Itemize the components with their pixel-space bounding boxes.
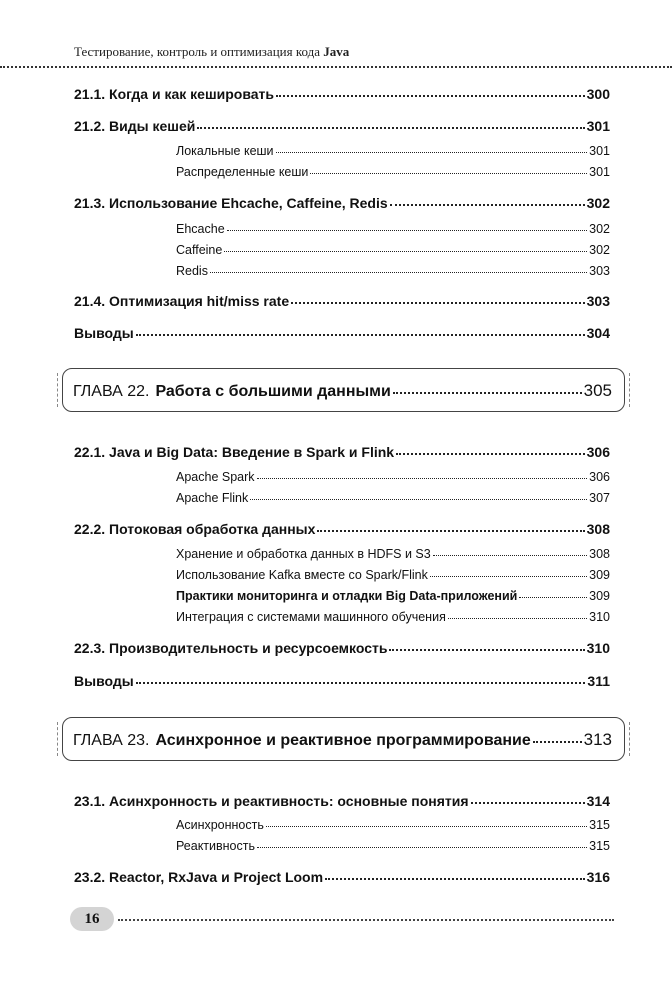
toc-section-23-1[interactable]: [74, 793, 610, 809]
toc-entry-title: Локальные кеши: [176, 144, 274, 158]
leader-dots: [471, 802, 585, 804]
toc-entry-page: 304: [586, 325, 610, 341]
toc-entry-page: 301: [586, 118, 610, 134]
leader-dots: [197, 127, 584, 129]
toc-entry-page: 306: [589, 470, 610, 484]
leader-dots: [210, 272, 587, 273]
toc-entry-page: 307: [589, 491, 610, 505]
chapter-page: 305: [583, 381, 612, 400]
toc-subsection[interactable]: [176, 818, 610, 832]
toc-entry-page: 308: [586, 521, 610, 537]
toc-entry-page: 311: [587, 673, 610, 689]
leader-dots: [257, 478, 588, 479]
toc-entry-page: 315: [589, 839, 610, 853]
toc-entry-title: 22.2. Потоковая обработка данных: [74, 521, 316, 537]
toc-subsection[interactable]: [176, 222, 610, 236]
toc-entry-title: Интеграция с системами машинного обучения: [176, 610, 446, 624]
leader-dots: [533, 741, 582, 743]
page-number-badge: 16: [70, 907, 114, 931]
leader-dots: [136, 334, 585, 336]
toc-entry-title: 23.1. Асинхронность и реактивность: основные понятия: [74, 793, 469, 809]
chapter-page: 313: [583, 730, 612, 749]
chapter-23-box[interactable]: [62, 717, 625, 761]
toc-subsection[interactable]: [176, 547, 610, 561]
leader-dots: [276, 95, 585, 97]
toc-section-22-2[interactable]: [74, 521, 610, 537]
toc-subsection[interactable]: [176, 165, 610, 179]
toc-section-21-4[interactable]: [74, 293, 610, 309]
leader-dots: [266, 826, 587, 827]
chapter-22-heading: [73, 381, 612, 401]
header-divider: [0, 66, 672, 68]
toc-entry-title: Caffeine: [176, 243, 223, 257]
toc-entry-title: 21.3. Использование Ehcache, Caffeine, Redis: [74, 195, 388, 211]
toc-entry-title: Apache Flink: [176, 491, 249, 505]
toc-entry-page: 310: [586, 640, 610, 656]
toc-entry-page: 302: [586, 195, 610, 211]
toc-subsection[interactable]: [176, 243, 610, 257]
toc-section-23-2[interactable]: [74, 869, 610, 885]
toc-entry-title: 21.2. Виды кешей: [74, 118, 196, 134]
toc-entry-page: 306: [586, 444, 610, 460]
leader-dots: [224, 251, 587, 252]
toc-subsection[interactable]: [176, 589, 610, 603]
toc-section-21-2[interactable]: [74, 118, 610, 134]
leader-dots: [291, 302, 585, 304]
leader-dots: [448, 618, 587, 619]
toc-subsection[interactable]: [176, 470, 610, 484]
toc-entry-title: Распределенные кеши: [176, 165, 309, 179]
leader-dots: [250, 499, 587, 500]
toc-entry-title: Выводы: [74, 325, 134, 341]
toc-subsection[interactable]: [176, 264, 610, 278]
toc-section-21-3[interactable]: [74, 195, 610, 211]
running-header: [74, 44, 349, 60]
chapter-23-heading: [73, 730, 612, 750]
leader-dots: [325, 878, 585, 880]
toc-subsection[interactable]: [176, 568, 610, 582]
toc-entry-page: 308: [589, 547, 610, 561]
leader-dots: [317, 530, 584, 532]
toc-entry-title: Redis: [176, 264, 208, 278]
toc-entry-title: Практики мониторинга и отладки Big Data-приложений: [176, 589, 518, 603]
toc-entry-page: 309: [589, 568, 610, 582]
leader-dots: [136, 682, 586, 684]
chapter-label: ГЛАВА 22.: [73, 383, 150, 400]
toc-entry-page: 309: [589, 589, 610, 603]
toc-entry-page: 303: [586, 293, 610, 309]
toc-section-22-1[interactable]: [74, 444, 610, 460]
toc-entry-title: Использование Kafka вместе со Spark/Flink: [176, 568, 428, 582]
toc-entry-page: 300: [586, 86, 610, 102]
toc-entry-title: Хранение и обработка данных в HDFS и S3: [176, 547, 431, 561]
toc-entry-title: 22.1. Java и Big Data: Введение в Spark и Flink: [74, 444, 395, 460]
toc-entry-title: 22.3. Производительность и ресурсоемкость: [74, 640, 388, 656]
toc-entry-page: 316: [586, 869, 610, 885]
toc-entry-page: 303: [589, 264, 610, 278]
toc-subsection[interactable]: [176, 839, 610, 853]
toc-entry-page: 314: [586, 793, 610, 809]
leader-dots: [227, 230, 587, 231]
toc-subsection[interactable]: [176, 491, 610, 505]
leader-dots: [519, 597, 587, 598]
toc-entry-title: Ehcache: [176, 222, 225, 236]
toc-entry-page: 301: [589, 144, 610, 158]
leader-dots: [393, 392, 582, 394]
leader-dots: [430, 576, 587, 577]
leader-dots: [433, 555, 587, 556]
toc-section-22-3[interactable]: [74, 640, 610, 656]
toc-subsection[interactable]: [176, 610, 610, 624]
leader-dots: [389, 649, 584, 651]
toc-entry-title: Apache Spark: [176, 470, 255, 484]
leader-dots: [257, 847, 587, 848]
toc-conclusions-21[interactable]: [74, 325, 610, 341]
chapter-22-box[interactable]: [62, 368, 625, 412]
toc-section-21-1[interactable]: [74, 86, 610, 102]
chapter-title: Асинхронное и реактивное программирование: [155, 732, 531, 749]
toc-entry-title: Реактивность: [176, 839, 255, 853]
chapter-title: Работа с большими данными: [155, 383, 391, 400]
footer-divider: [118, 919, 614, 921]
toc-entry-title: 21.1. Когда и как кешировать: [74, 86, 275, 102]
running-header-title: Тестирование, контроль и оптимизация кода: [74, 44, 321, 59]
toc-entry-page: 302: [589, 222, 610, 236]
leader-dots: [276, 152, 588, 153]
toc-entry-page: 315: [589, 818, 610, 832]
toc-entry-title: Асинхронность: [176, 818, 264, 832]
leader-dots: [396, 453, 585, 455]
toc-subsection[interactable]: [176, 144, 610, 158]
toc-entry-title: 21.4. Оптимизация hit/miss rate: [74, 293, 290, 309]
chapter-label: ГЛАВА 23.: [73, 732, 150, 749]
toc-entry-title: 23.2. Reactor, RxJava и Project Loom: [74, 869, 324, 885]
toc-entry-page: 301: [589, 165, 610, 179]
leader-dots: [390, 204, 585, 206]
leader-dots: [310, 173, 587, 174]
toc-conclusions-22[interactable]: [74, 673, 610, 689]
toc-entry-page: 302: [589, 243, 610, 257]
toc-entry-title: Выводы: [74, 673, 134, 689]
running-header-title-bold: Java: [323, 44, 350, 59]
toc-entry-page: 310: [589, 610, 610, 624]
